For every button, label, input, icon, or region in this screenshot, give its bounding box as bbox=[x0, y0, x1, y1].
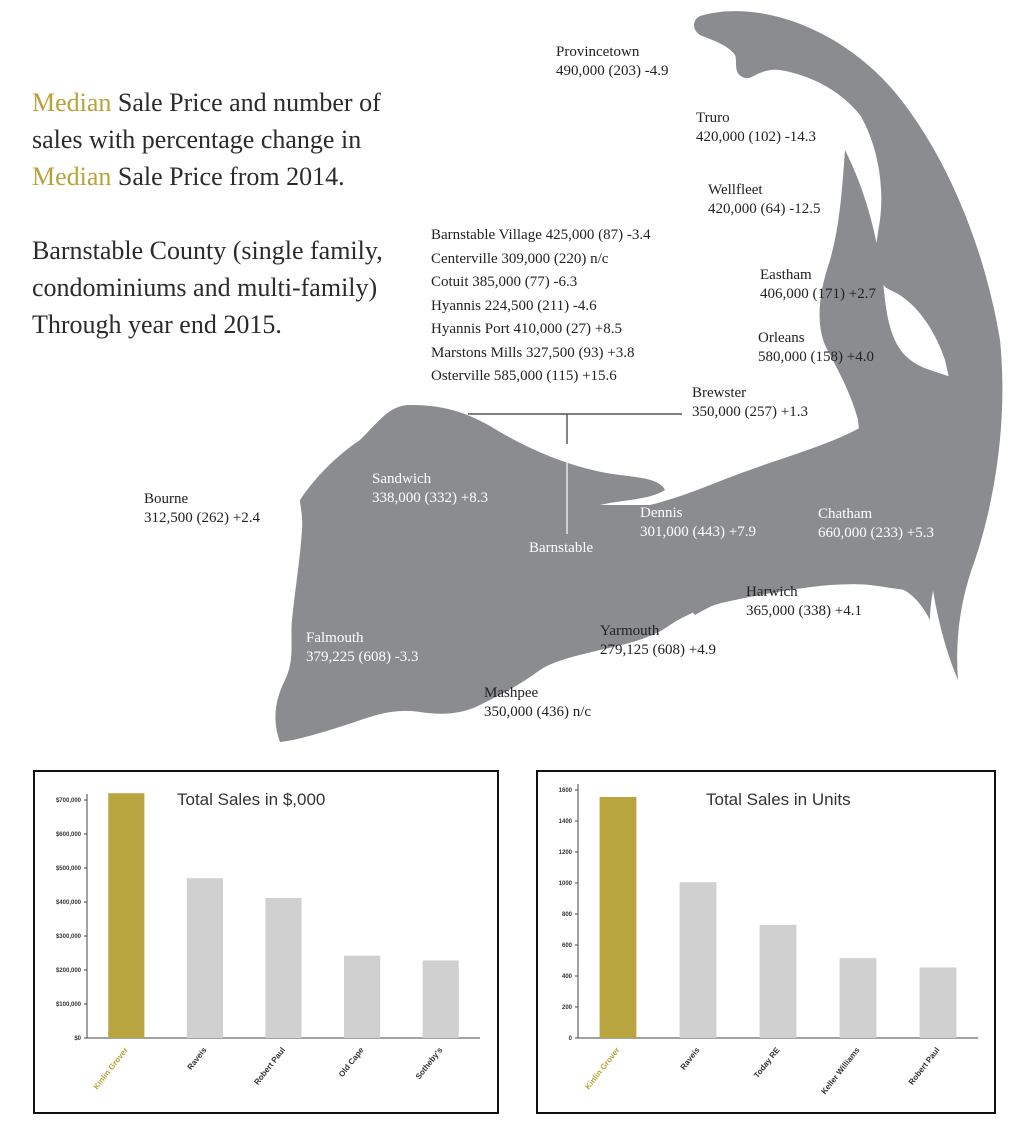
y-tick-label: 1400 bbox=[558, 819, 572, 825]
x-tick-label: Raveis bbox=[678, 1045, 702, 1072]
town-eastham bbox=[760, 266, 876, 304]
village-line: Marstons Mills 327,500 (93) +3.8 bbox=[431, 344, 635, 361]
bar bbox=[108, 793, 144, 1038]
town-name: Truro bbox=[696, 110, 730, 126]
town-name: Brewster bbox=[692, 385, 747, 401]
town-name: Mashpee bbox=[484, 685, 539, 701]
town-provincetown bbox=[556, 43, 669, 81]
x-tick-label: Kinlin Grover bbox=[583, 1045, 622, 1092]
bar bbox=[840, 958, 877, 1038]
intro-line3-rest: Sale Price from 2014. bbox=[111, 162, 345, 191]
town-name: Harwich bbox=[746, 584, 798, 600]
chart-total-sales-dollars bbox=[33, 770, 499, 1114]
town-falmouth bbox=[306, 629, 419, 667]
intro-line-4: Barnstable County (single family, bbox=[32, 236, 383, 265]
y-tick-label: 1200 bbox=[558, 850, 572, 856]
bar bbox=[600, 797, 637, 1038]
town-brewster bbox=[692, 384, 808, 422]
intro-line-1 bbox=[32, 84, 381, 121]
y-tick-label: 400 bbox=[561, 974, 572, 980]
bar bbox=[760, 925, 797, 1038]
village-line: Centerville 309,000 (220) n/c bbox=[431, 250, 609, 267]
bar bbox=[920, 967, 957, 1038]
y-tick-label: $100,000 bbox=[55, 1002, 81, 1008]
town-name: Falmouth bbox=[306, 630, 364, 646]
town-mashpee bbox=[484, 684, 591, 722]
village-line: Hyannis Port 410,000 (27) +8.5 bbox=[431, 321, 622, 337]
town-stats: 379,225 (608) -3.3 bbox=[306, 649, 419, 665]
town-name: Dennis bbox=[640, 505, 683, 521]
chart-title: Total Sales in $,000 bbox=[177, 790, 326, 809]
town-barnstable bbox=[529, 539, 593, 558]
bar bbox=[680, 882, 717, 1038]
town-stats: 338,000 (332) +8.3 bbox=[372, 490, 488, 506]
town-name: Eastham bbox=[760, 267, 812, 283]
y-tick-label: $0 bbox=[74, 1036, 81, 1042]
intro-line-3 bbox=[32, 158, 345, 195]
town-bourne bbox=[144, 490, 260, 528]
town-stats: 350,000 (257) +1.3 bbox=[692, 404, 808, 420]
x-tick-label: Robert Paul bbox=[906, 1045, 942, 1087]
town-name: Chatham bbox=[818, 506, 873, 522]
village-line: Hyannis 224,500 (211) -4.6 bbox=[431, 297, 597, 314]
town-name: Barnstable bbox=[529, 540, 594, 556]
town-stats: 279,125 (608) +4.9 bbox=[600, 642, 716, 658]
y-tick-label: $500,000 bbox=[55, 866, 81, 872]
chart-title: Total Sales in Units bbox=[706, 790, 851, 809]
x-tick-label: Keller Williams bbox=[819, 1045, 862, 1097]
x-tick-label: Today RE bbox=[752, 1045, 782, 1080]
town-stats: 301,000 (443) +7.9 bbox=[640, 524, 756, 540]
intro-median-1: Median bbox=[32, 88, 112, 117]
x-tick-label: Robert Paul bbox=[252, 1045, 288, 1087]
town-sandwich bbox=[372, 470, 488, 508]
town-stats: 490,000 (203) -4.9 bbox=[556, 63, 669, 79]
town-name: Orleans bbox=[758, 330, 805, 346]
town-yarmouth bbox=[600, 622, 716, 660]
town-stats: 365,000 (338) +4.1 bbox=[746, 603, 862, 619]
town-stats: 350,000 (436) n/c bbox=[484, 704, 592, 720]
town-name: Wellfleet bbox=[708, 182, 763, 198]
x-tick-label: Raveis bbox=[185, 1045, 209, 1072]
y-tick-label: $600,000 bbox=[55, 832, 81, 838]
x-tick-label: Old Cape bbox=[336, 1045, 366, 1079]
village-line: Barnstable Village 425,000 (87) -3.4 bbox=[431, 227, 651, 243]
y-tick-label: 1600 bbox=[558, 788, 572, 794]
y-tick-label: 200 bbox=[561, 1005, 572, 1011]
town-stats: 312,500 (262) +2.4 bbox=[144, 510, 260, 526]
chart-svg bbox=[35, 772, 497, 1112]
bar bbox=[344, 956, 380, 1038]
y-tick-label: $700,000 bbox=[55, 798, 81, 804]
intro-line-5: condominiums and multi-family) bbox=[32, 273, 378, 302]
bar bbox=[187, 878, 223, 1038]
town-orleans bbox=[758, 329, 874, 367]
y-tick-label: 600 bbox=[561, 943, 572, 949]
x-tick-label: Sotheby's bbox=[413, 1045, 445, 1082]
y-tick-label: $400,000 bbox=[55, 900, 81, 906]
bar bbox=[423, 960, 459, 1038]
village-line: Osterville 585,000 (115) +15.6 bbox=[431, 368, 617, 384]
intro-line-2: sales with percentage change in bbox=[32, 125, 362, 154]
town-name: Bourne bbox=[144, 491, 189, 507]
town-stats: 406,000 (171) +2.7 bbox=[760, 286, 876, 302]
chart-svg bbox=[538, 772, 994, 1112]
intro-line1-rest: Sale Price and number of bbox=[111, 88, 381, 117]
x-tick-label: Kinlin Grover bbox=[91, 1045, 130, 1092]
town-name: Sandwich bbox=[372, 471, 432, 487]
intro-line-6: Through year end 2015. bbox=[32, 310, 282, 339]
town-stats: 660,000 (233) +5.3 bbox=[818, 525, 934, 541]
town-stats: 580,000 (158) +4.0 bbox=[758, 349, 874, 365]
intro-median-2: Median bbox=[32, 162, 112, 191]
town-wellfleet bbox=[708, 181, 821, 219]
town-truro bbox=[696, 109, 816, 147]
y-tick-label: $200,000 bbox=[55, 968, 81, 974]
town-stats: 420,000 (102) -14.3 bbox=[696, 129, 816, 145]
y-tick-label: $300,000 bbox=[55, 934, 81, 940]
town-name: Provincetown bbox=[556, 44, 640, 60]
town-harwich bbox=[746, 583, 862, 621]
bar bbox=[265, 898, 301, 1038]
y-tick-label: 0 bbox=[568, 1036, 572, 1042]
town-name: Yarmouth bbox=[600, 623, 660, 639]
y-tick-label: 800 bbox=[561, 912, 572, 918]
town-chatham bbox=[818, 505, 934, 543]
town-dennis bbox=[640, 504, 756, 542]
village-line: Cotuit 385,000 (77) -6.3 bbox=[431, 274, 578, 290]
chart-total-sales-units bbox=[536, 770, 996, 1114]
town-stats: 420,000 (64) -12.5 bbox=[708, 201, 821, 217]
barnstable-villages-list bbox=[431, 224, 651, 389]
y-tick-label: 1000 bbox=[558, 881, 572, 887]
